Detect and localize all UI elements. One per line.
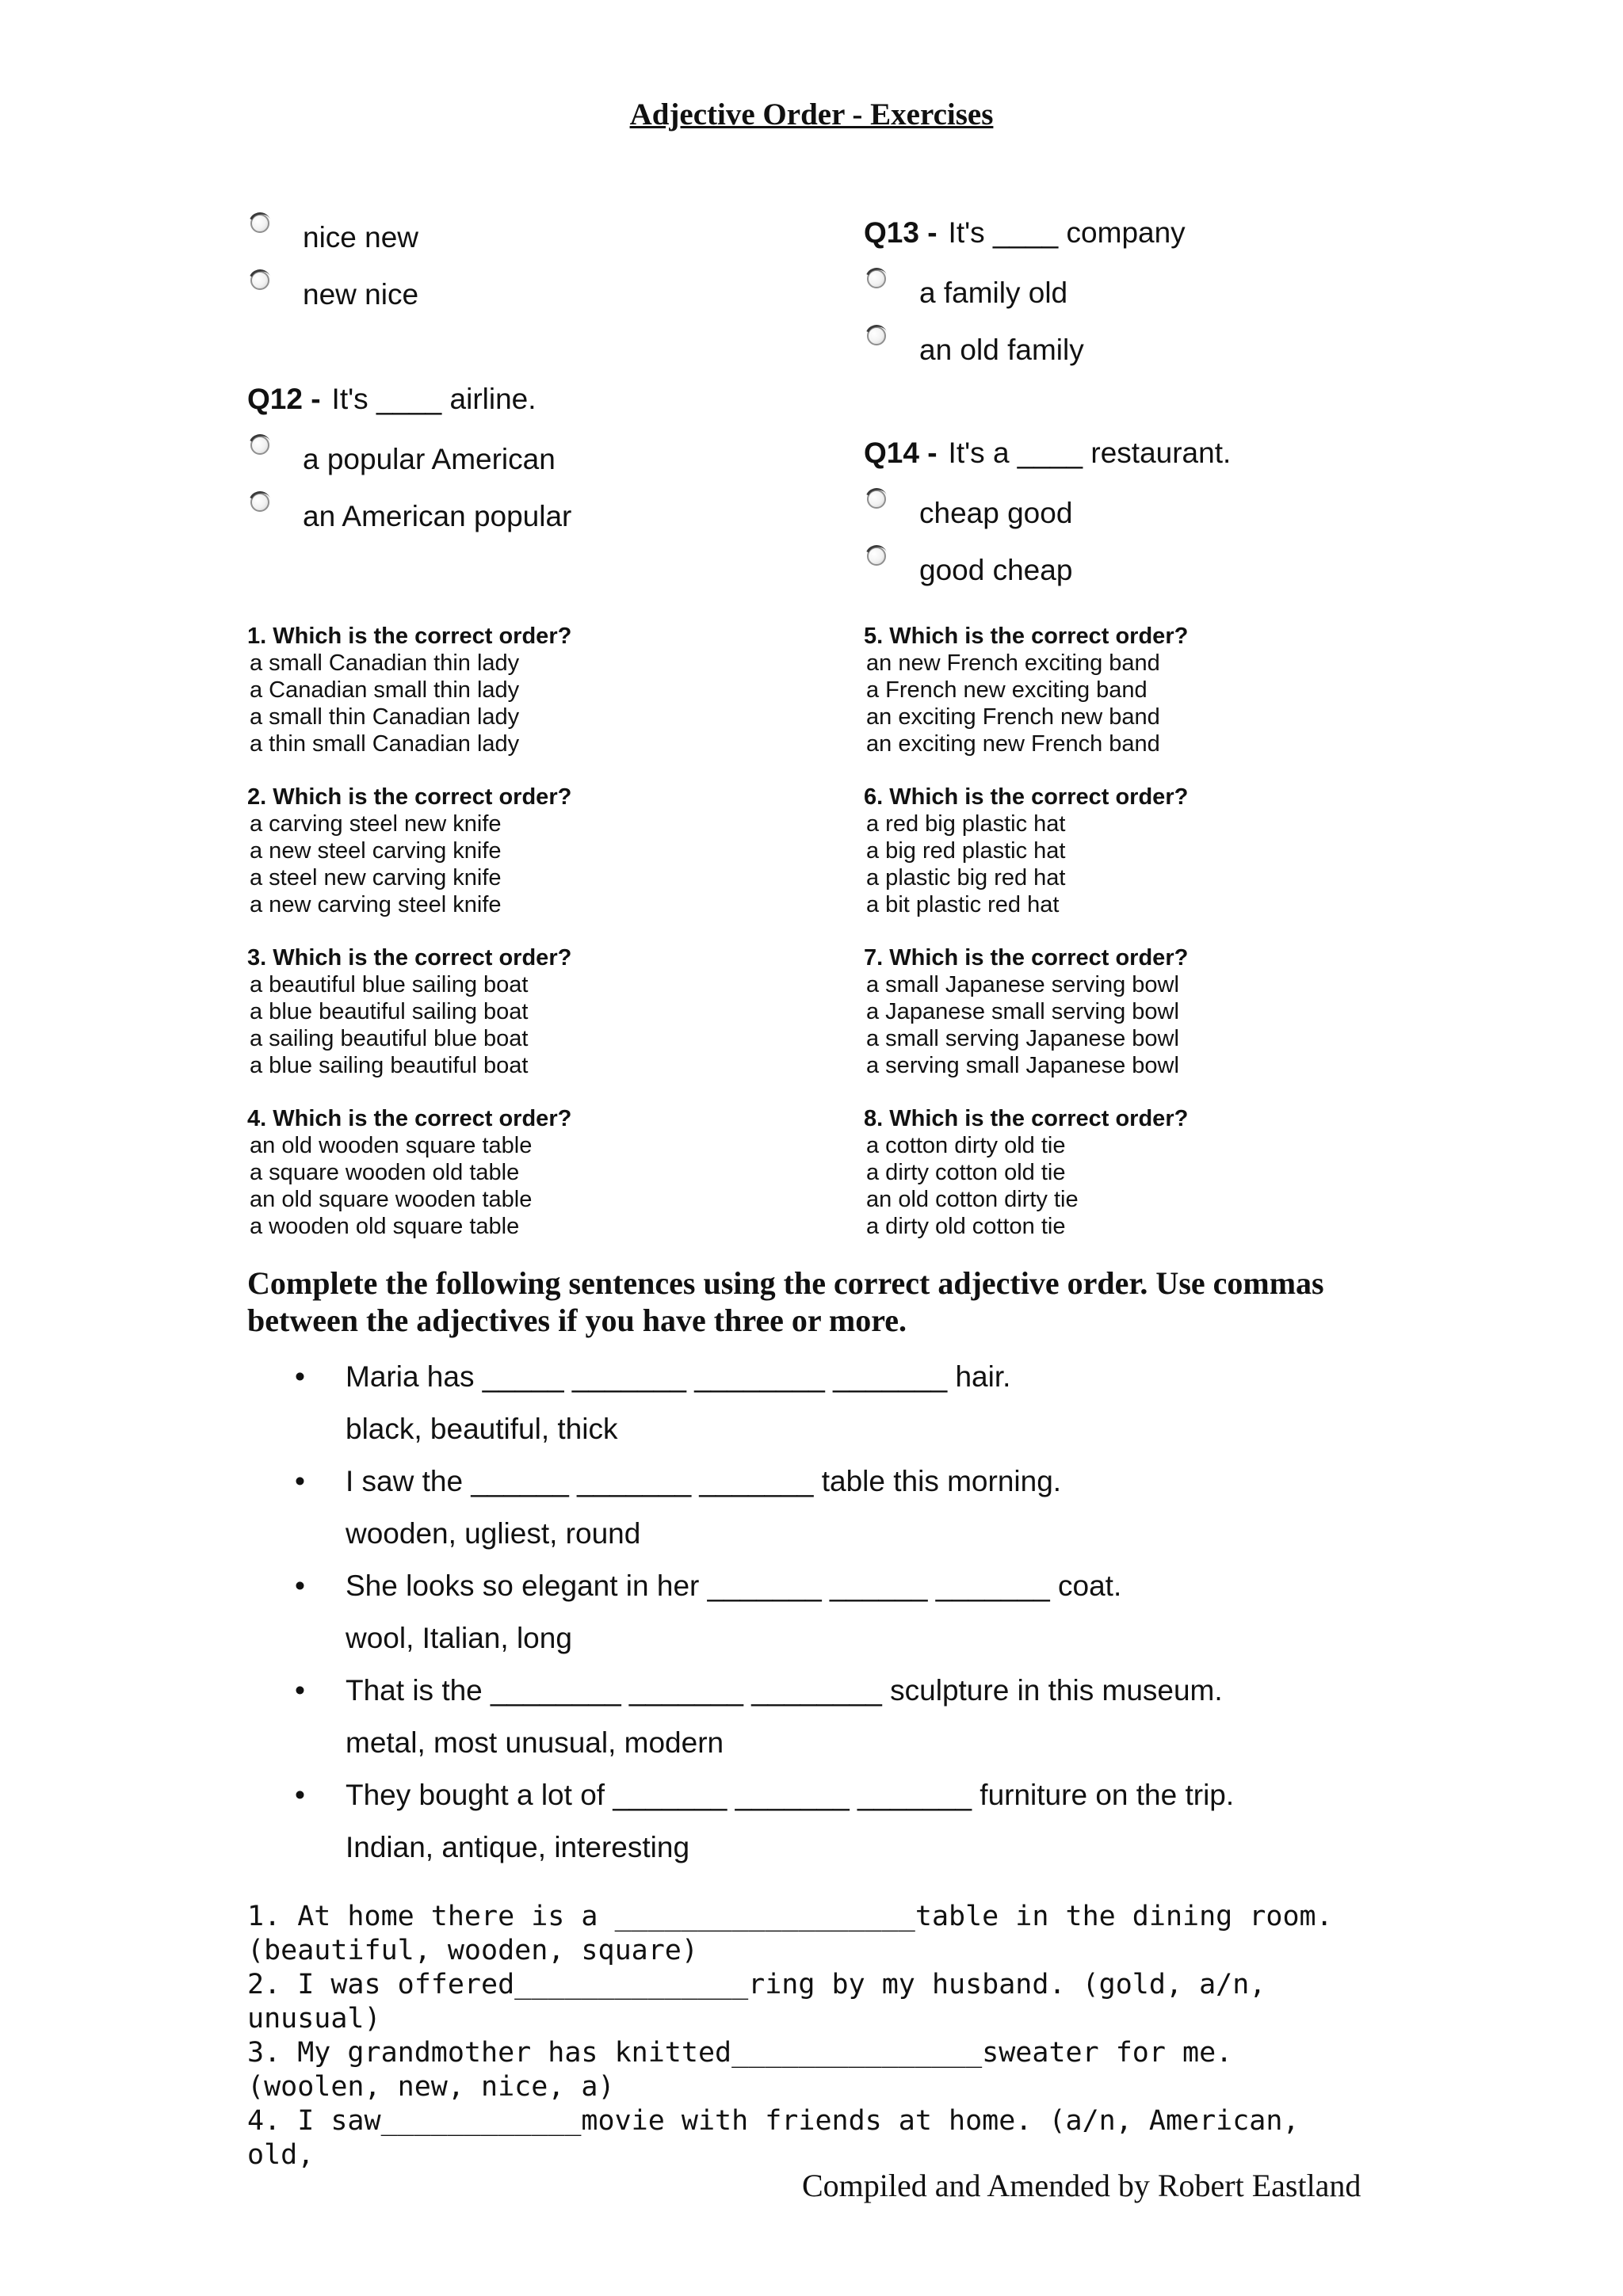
mc-option: a blue beautiful sailing boat xyxy=(250,999,529,1024)
list-item: • They bought a lot of _______ _______ _______ furniture on the trip. Indian, antique, interesting xyxy=(295,1769,1234,1874)
mc-option: a thin small Canadian lady xyxy=(250,731,520,757)
radio-button-icon[interactable] xyxy=(867,326,886,345)
mc-option: a new steel carving knife xyxy=(250,838,502,864)
radio-button-icon[interactable] xyxy=(867,547,886,566)
list-item: • She looks so elegant in her _______ ______ _______ coat. wool, Italian, long xyxy=(295,1560,1234,1665)
mc-option: a red big plastic hat xyxy=(866,811,1066,837)
exercise-line: 2. I was offered______________ring by my husband. (gold, a/n, unusual) xyxy=(247,1969,1266,2035)
mc-option: a small Japanese serving bowl xyxy=(866,972,1179,997)
q12-option-2[interactable]: an American popular xyxy=(247,485,571,542)
mc-question-7: 7. Which is the correct order? a small Japanese serving bowl a Japanese small serving bowl a small serving Japanese bowl a serving small Japanese bowl xyxy=(864,945,1189,1078)
mc-option: a small serving Japanese bowl xyxy=(866,1026,1179,1051)
mc-question-2: 2. Which is the correct order? a carving steel new knife a new steel carving knife a steel new carving knife a new carving steel knife xyxy=(247,784,572,917)
footer-credit: Compiled and Amended by Robert Eastland xyxy=(802,2168,1361,2203)
mc-option: a wooden old square table xyxy=(250,1214,520,1239)
mc-option: a Japanese small serving bowl xyxy=(866,999,1179,1024)
mc-option: a dirty cotton old tie xyxy=(866,1160,1066,1185)
radio-button-icon[interactable] xyxy=(250,493,269,512)
mc-option: a big red plastic hat xyxy=(866,838,1066,864)
mc-question-4: 4. Which is the correct order? an old wooden square table a square wooden old table an old square wooden table a wooden old square table xyxy=(247,1106,572,1239)
q13-option-1[interactable]: a family old xyxy=(864,261,1186,318)
mc-option: a cotton dirty old tie xyxy=(866,1133,1066,1158)
mc-option: a bit plastic red hat xyxy=(866,892,1060,917)
mc-option: an exciting new French band xyxy=(866,731,1160,757)
mc-question-3: 3. Which is the correct order? a beautiful blue sailing boat a blue beautiful sailing boat a sailing beautiful blue boat a blue sailing beautiful boat xyxy=(247,945,572,1078)
mc-question-6: 6. Which is the correct order? a red big plastic hat a big red plastic hat a plastic big red hat a bit plastic red hat xyxy=(864,784,1189,917)
q14-option-2[interactable]: good cheap xyxy=(864,539,1231,596)
sentence-list xyxy=(295,1351,1234,1874)
numbered-exercises xyxy=(247,1900,1381,2172)
mc-option: a small thin Canadian lady xyxy=(250,704,520,730)
q13-option-2[interactable]: an old family xyxy=(864,318,1186,376)
mc-option: a beautiful blue sailing boat xyxy=(250,972,529,997)
mc-option: an exciting French new band xyxy=(866,704,1160,730)
mc-option: an old wooden square table xyxy=(250,1133,533,1158)
mc-option: a Canadian small thin lady xyxy=(250,677,520,703)
exercise-line: 3. My grandmother has knitted_______________sweater for me. (woolen, new, nice, a) xyxy=(247,2037,1233,2103)
exercise-line: 1. At home there is a __________________table in the dining room. (beautiful, wooden, square) xyxy=(247,1901,1333,1966)
mc-option: a serving small Japanese bowl xyxy=(866,1053,1179,1078)
question-prompt: Q14 - It's a ____ restaurant. xyxy=(864,437,1232,469)
question-prompt: Q13 - It's ____ company xyxy=(864,216,1186,249)
radio-button-icon[interactable] xyxy=(867,490,886,509)
mc-option: a carving steel new knife xyxy=(250,811,502,837)
list-item: • That is the ________ _______ ________ sculpture in this museum. metal, most unusual, modern xyxy=(295,1665,1234,1769)
mc-option: a French new exciting band xyxy=(866,677,1148,703)
list-item: • I saw the ______ _______ _______ table this morning. wooden, ugliest, round xyxy=(295,1455,1234,1560)
mc-option: a blue sailing beautiful boat xyxy=(250,1053,529,1078)
mc-option: an old cotton dirty tie xyxy=(866,1187,1079,1212)
exercise-line: 4. I saw____________movie with friends at home. (a/n, American, old, xyxy=(247,2105,1300,2171)
mc-question-5: 5. Which is the correct order? an new French exciting band a French new exciting band an exciting French new band an exciting new French band xyxy=(864,624,1189,757)
q14-option-1[interactable]: cheap good xyxy=(864,482,1231,539)
mc-question-1: 1. Which is the correct order? a small Canadian thin lady a Canadian small thin lady a small thin Canadian lady a thin small Canadian lady xyxy=(247,624,572,757)
question-12 xyxy=(247,371,571,542)
mc-option: an old square wooden table xyxy=(250,1187,533,1212)
mc-option: a dirty old cotton tie xyxy=(866,1214,1066,1239)
list-item: • Maria has _____ _______ ________ _______ hair. black, beautiful, thick xyxy=(295,1351,1234,1455)
section-heading: Complete the following sentences using the correct adjective order. Use commas between the adjectives if you have three or more. xyxy=(247,1265,1324,1338)
mc-option: a plastic big red hat xyxy=(866,865,1066,891)
question-11 xyxy=(247,206,418,320)
mc-option: a square wooden old table xyxy=(250,1160,520,1185)
question-13 xyxy=(864,204,1186,376)
question-prompt: Q12 - It's ____ airline. xyxy=(247,383,537,415)
mc-option: a new carving steel knife xyxy=(250,892,502,917)
mc-option: a steel new carving knife xyxy=(250,865,502,891)
q11-option-2[interactable]: new nice xyxy=(247,263,418,320)
q12-option-1[interactable]: a popular American xyxy=(247,428,571,485)
radio-button-icon[interactable] xyxy=(250,271,269,290)
mc-option: a sailing beautiful blue boat xyxy=(250,1026,529,1051)
radio-button-icon[interactable] xyxy=(250,436,269,455)
mc-question-8: 8. Which is the correct order? a cotton dirty old tie a dirty cotton old tie an old cotton dirty tie a dirty old cotton tie xyxy=(864,1106,1189,1239)
page-title: Adjective Order - Exercises xyxy=(629,97,994,132)
q11-option-1[interactable]: nice new xyxy=(247,206,418,263)
radio-button-icon[interactable] xyxy=(250,214,269,233)
radio-button-icon[interactable] xyxy=(867,269,886,288)
mc-option: a small Canadian thin lady xyxy=(250,650,520,676)
question-14 xyxy=(864,425,1231,596)
mc-option: an new French exciting band xyxy=(866,650,1160,676)
